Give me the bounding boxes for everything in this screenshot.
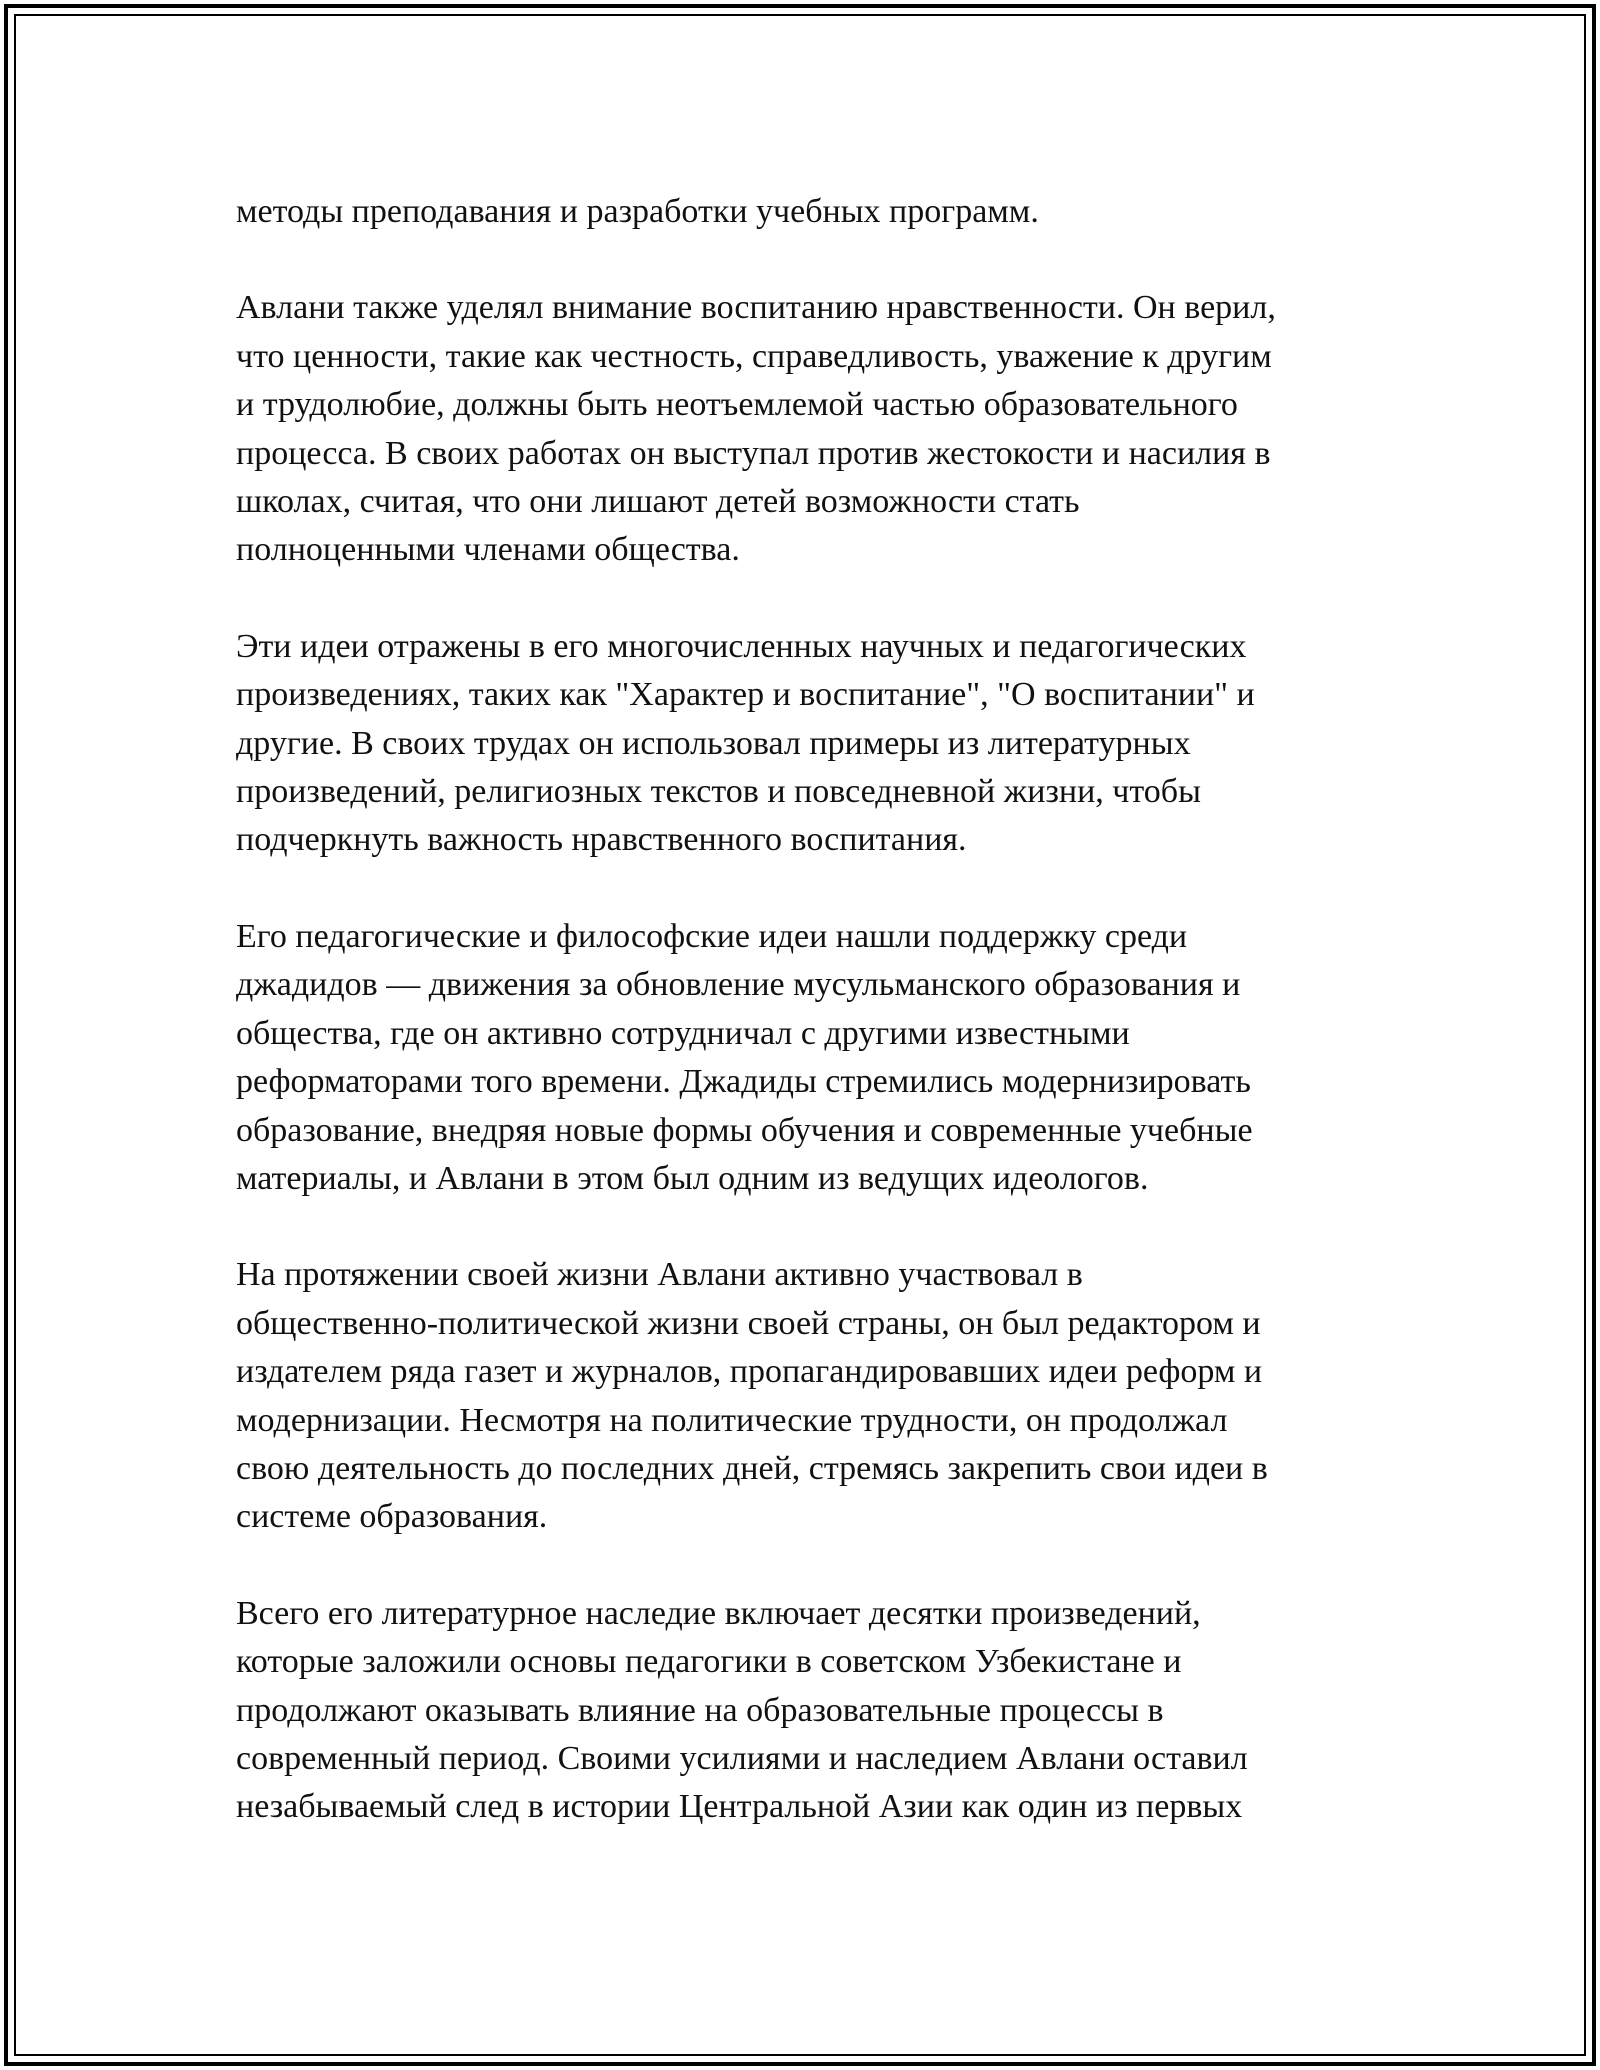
paragraph-5: На протяжении своей жизни Авлани активно участвовал в общественно-политической жизни своей страны, он был редактором и издателем ряда газет и журналов, пропагандировавших идеи реформ и модернизации. Несмотря на политические трудности, он продолжал свою деятельность до последних дней, стремясь закрепить свои идеи в системе образования. <box>236 1256 1268 1536</box>
paragraph-3: Эти идеи отражены в его многочисленных научных и педагогических произведениях, таких как "Характер и воспитание", "О воспитании" и другие. В своих трудах он использовал примеры из литературных произведений, религиозных текстов и повседневной жизни, чтобы подчеркнуть важность нравственного воспитания. <box>236 627 1255 859</box>
paragraph-4: Его педагогические и философские идеи нашли поддержку среди джадидов — движения за обновление мусульманского образования и общества, где он активно сотрудничал с другими известными реформаторами того времени. Джадиды стремились модернизировать образование, внедряя новые формы обучения и современные учебные материалы, и Авлани в этом был одним из ведущих идеологов. <box>236 917 1253 1197</box>
paragraph-2: Авлани также уделял внимание воспитанию нравственности. Он верил, что ценности, такие как честность, справедливость, уважение к другим и трудолюбие, должны быть неотъемлемой частью образовательного процесса. В своих работах он выступал против жестокости и насилия в школах, считая, что они лишают детей возможности стать полноценными членами общества. <box>236 289 1276 569</box>
paragraph-1: методы преподавания и разработки учебных программ. <box>236 193 1039 230</box>
paragraph-6: Всего его литературное наследие включает десятки произведений, которые заложили основы педагогики в советском Узбекистане и продолжают оказывать влияние на образовательные процессы в современный период. Своими усилиями и наследием Авлани оставил незабываемый след в истории Центральной Азии как один из первых <box>236 1594 1248 1826</box>
document-body <box>236 188 1386 1880</box>
